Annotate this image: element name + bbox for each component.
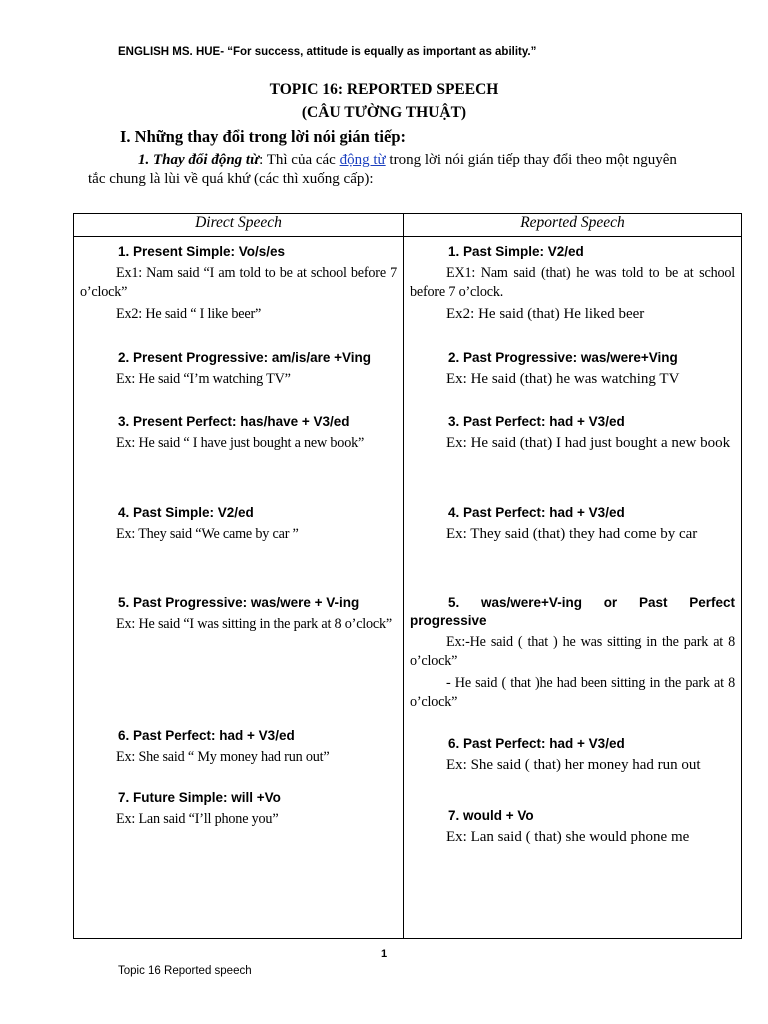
intro-text-a: : Thì của các xyxy=(259,152,340,168)
page-footer: Topic 16 Reported speech xyxy=(118,965,252,977)
intro-label: 1. Thay đổi động từ xyxy=(138,152,260,168)
reported-rule-1-example-1: EX1: Nam said (that) he was told to be at school before 7 o’clock. xyxy=(410,265,735,300)
intro-line-2: tắc chung là lùi về quá khứ (các thì xuống cấp): xyxy=(88,171,374,187)
reported-rule-6-heading: 6. Past Perfect: had + V3/ed xyxy=(448,736,625,751)
direct-rule-2 xyxy=(80,349,397,389)
direct-rule-6-heading: 6. Past Perfect: had + V3/ed xyxy=(118,728,295,743)
direct-rule-5-heading: 5. Past Progressive: was/were + V-ing xyxy=(118,595,360,610)
direct-rule-7-heading: 7. Future Simple: will +Vo xyxy=(118,790,281,805)
reported-rule-5-heading: 5. was/were+V-ing or Past Perfect progressive xyxy=(410,595,735,628)
reported-rule-4-example: Ex: They said (that) they had come by car xyxy=(446,526,698,542)
reported-rule-4-heading: 4. Past Perfect: had + V3/ed xyxy=(448,505,625,520)
page-number: 1 xyxy=(380,948,388,960)
document-title: TOPIC 16: REPORTED SPEECH xyxy=(269,81,499,98)
section-heading: I. Những thay đổi trong lời nói gián tiếp: xyxy=(120,127,406,146)
reported-rule-7-example: Ex: Lan said ( that) she would phone me xyxy=(446,829,690,845)
reported-speech-column xyxy=(404,237,742,939)
direct-rule-5 xyxy=(80,594,397,634)
direct-rule-3-heading: 3. Present Perfect: has/have + V3/ed xyxy=(118,414,350,429)
reported-rule-6-example: Ex: She said ( that) her money had run out xyxy=(446,757,701,773)
direct-rule-1-example-2: Ex2: He said “ I like beer” xyxy=(116,306,262,322)
direct-rule-2-example: Ex: He said “I’m watching TV” xyxy=(116,371,291,387)
direct-rule-6-example: Ex: She said “ My money had run out” xyxy=(116,749,330,765)
direct-rule-4-heading: 4. Past Simple: V2/ed xyxy=(118,505,254,520)
reported-rule-3-example: Ex: He said (that) I had just bought a new book xyxy=(446,435,731,451)
page-header: ENGLISH MS. HUE- “For success, attitude is equally as important as ability.” xyxy=(118,46,537,58)
intro-text-b: trong lời nói gián tiếp thay đổi theo một nguyên xyxy=(385,152,677,168)
direct-rule-1 xyxy=(80,243,397,324)
reported-rule-6 xyxy=(410,735,735,775)
direct-speech-column xyxy=(74,237,404,939)
direct-rule-3-example: Ex: He said “ I have just bought a new book” xyxy=(116,435,365,451)
reported-rule-3-heading: 3. Past Perfect: had + V3/ed xyxy=(448,414,625,429)
header-direct-speech: Direct Speech xyxy=(74,214,404,237)
direct-rule-2-heading: 2. Present Progressive: am/is/are +Ving xyxy=(118,350,372,365)
reported-rule-5-example-2: - He said ( that )he had been sitting in the park at 8 o’clock” xyxy=(410,675,735,710)
header-reported-speech: Reported Speech xyxy=(404,214,742,237)
intro-paragraph xyxy=(88,151,736,189)
direct-rule-3 xyxy=(80,413,397,453)
reported-rule-1 xyxy=(410,243,735,324)
direct-rule-5-example: Ex: He said “I was sitting in the park at 8 o’clock” xyxy=(116,616,393,632)
direct-rule-1-example-1: Ex1: Nam said “I am told to be at school before 7 o’clock” xyxy=(80,265,397,300)
reported-rule-2-heading: 2. Past Progressive: was/were+Ving xyxy=(448,350,678,365)
direct-rule-1-heading: 1. Present Simple: Vo/s/es xyxy=(118,244,286,259)
direct-rule-7-example: Ex: Lan said “I’ll phone you” xyxy=(116,811,279,827)
reported-rule-2-example: Ex: He said (that) he was watching TV xyxy=(446,371,680,387)
reported-rule-7 xyxy=(410,807,735,847)
direct-rule-6 xyxy=(80,727,397,767)
reported-rule-1-example-2: Ex2: He said (that) He liked beer xyxy=(446,306,645,322)
verb-link[interactable]: động từ xyxy=(339,152,386,168)
reported-rule-2 xyxy=(410,349,735,389)
reported-rule-1-heading: 1. Past Simple: V2/ed xyxy=(448,244,584,259)
document-subtitle: (CÂU TƯỜNG THUẬT) xyxy=(301,104,467,121)
direct-rule-7 xyxy=(80,789,397,829)
direct-rule-4-example: Ex: They said “We came by car ” xyxy=(116,526,299,542)
reported-rule-4 xyxy=(410,504,735,544)
reported-rule-7-heading: 7. would + Vo xyxy=(448,808,534,823)
reported-rule-3 xyxy=(410,413,735,453)
direct-rule-4 xyxy=(80,504,397,544)
reported-rule-5-example-1: Ex:-He said ( that ) he was sitting in the park at 8 o’clock” xyxy=(410,634,735,669)
reported-rule-5 xyxy=(410,594,735,712)
reported-speech-table xyxy=(73,213,742,939)
